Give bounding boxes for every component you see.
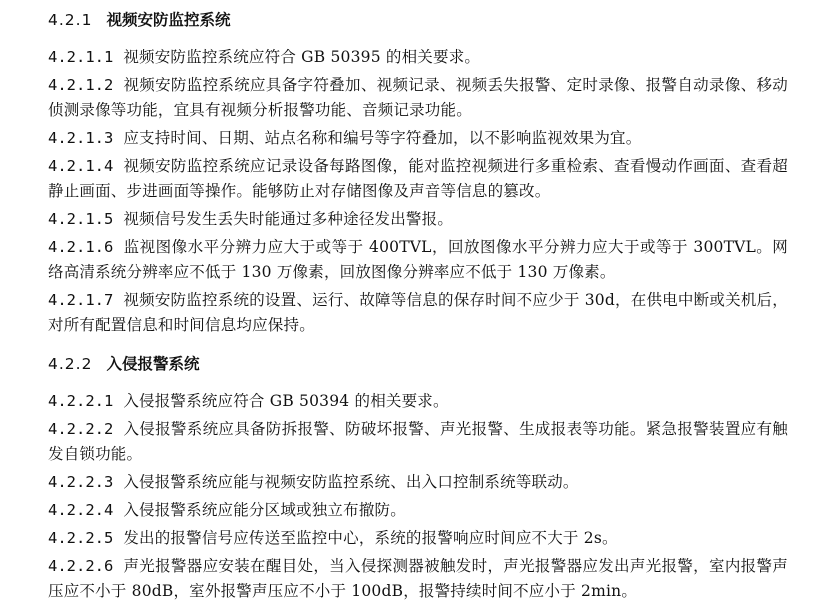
clause <box>48 389 788 414</box>
clause-number: 4.2.1.2 <box>48 76 114 94</box>
clause <box>48 288 788 338</box>
clause-text: 入侵报警系统应符合 GB 50394 的相关要求。 <box>123 392 449 410</box>
clause-number: 4.2.2.3 <box>48 473 114 491</box>
clause <box>48 417 788 467</box>
section-number: 4.2.2 <box>48 355 93 373</box>
clause-text: 监视图像水平分辨力应大于或等于 400TVL，回放图像水平分辨力应大于或等于 300TVL。网络高清系统分辨率应不低于 130 万像素，回放图像分辨率应不低于 130 万像素。 <box>48 238 788 281</box>
clause <box>48 554 788 604</box>
clause <box>48 154 788 204</box>
clause-number: 4.2.2.5 <box>48 529 114 547</box>
clause <box>48 470 788 495</box>
clause-number: 4.2.1.6 <box>48 238 114 256</box>
clause-text: 声光报警器应安装在醒目处，当入侵探测器被触发时，声光报警器应发出声光报警，室内报警声压应不小于 80dB，室外报警声压应不小于 100dB，报警持续时间不应小于 2min。 <box>48 557 788 600</box>
section-body <box>48 389 788 604</box>
clause-text: 视频安防监控系统应具备字符叠加、视频记录、视频丢失报警、定时录像、报警自动录像、移动侦测录像等功能，宜具有视频分析报警功能、音频记录功能。 <box>48 76 788 119</box>
section-title: 入侵报警系统 <box>106 355 200 373</box>
clause-number: 4.2.2.4 <box>48 501 114 519</box>
clause-text: 视频安防监控系统的设置、运行、故障等信息的保存时间不应少于 30d，在供电中断或关机后，对所有配置信息和时间信息均应保持。 <box>48 291 788 334</box>
clause <box>48 498 788 523</box>
clause-number: 4.2.1.1 <box>48 48 114 66</box>
section-heading <box>48 9 230 31</box>
clause-number: 4.2.2.2 <box>48 420 114 438</box>
clause-number: 4.2.1.4 <box>48 157 114 175</box>
section-heading <box>48 353 199 375</box>
clause <box>48 235 788 285</box>
clause <box>48 45 788 70</box>
clause-number: 4.2.1.5 <box>48 210 114 228</box>
clause-number: 4.2.1.3 <box>48 129 114 147</box>
section-body <box>48 45 788 338</box>
clause <box>48 526 788 551</box>
clause <box>48 126 788 151</box>
clause <box>48 207 788 232</box>
clause-number: 4.2.1.7 <box>48 291 114 309</box>
clause-text: 视频信号发生丢失时能通过多种途径发出警报。 <box>123 210 454 228</box>
clause-text: 入侵报警系统应能与视频安防监控系统、出入口控制系统等联动。 <box>123 473 579 491</box>
clause-number: 4.2.2.6 <box>48 557 114 575</box>
clause <box>48 73 788 123</box>
clause-number: 4.2.2.1 <box>48 392 114 410</box>
clause-text: 入侵报警系统应具备防拆报警、防破坏报警、声光报警、生成报表等功能。紧急报警装置应有触发自锁功能。 <box>48 420 788 463</box>
clause-text: 视频安防监控系统应符合 GB 50395 的相关要求。 <box>123 48 481 66</box>
section-title: 视频安防监控系统 <box>106 11 231 29</box>
clause-text: 入侵报警系统应能分区域或独立布撤防。 <box>123 501 406 519</box>
clause-text: 视频安防监控系统应记录设备每路图像，能对监控视频进行多重检索、查看慢动作画面、查看超静止画面、步进画面等操作。能够防止对存储图像及声音等信息的篡改。 <box>48 157 788 200</box>
section-number: 4.2.1 <box>48 11 93 29</box>
clause-text: 应支持时间、日期、站点名称和编号等字符叠加，以不影响监视效果为宜。 <box>123 129 642 147</box>
clause-text: 发出的报警信号应传送至监控中心，系统的报警响应时间应不大于 2s。 <box>123 529 618 547</box>
